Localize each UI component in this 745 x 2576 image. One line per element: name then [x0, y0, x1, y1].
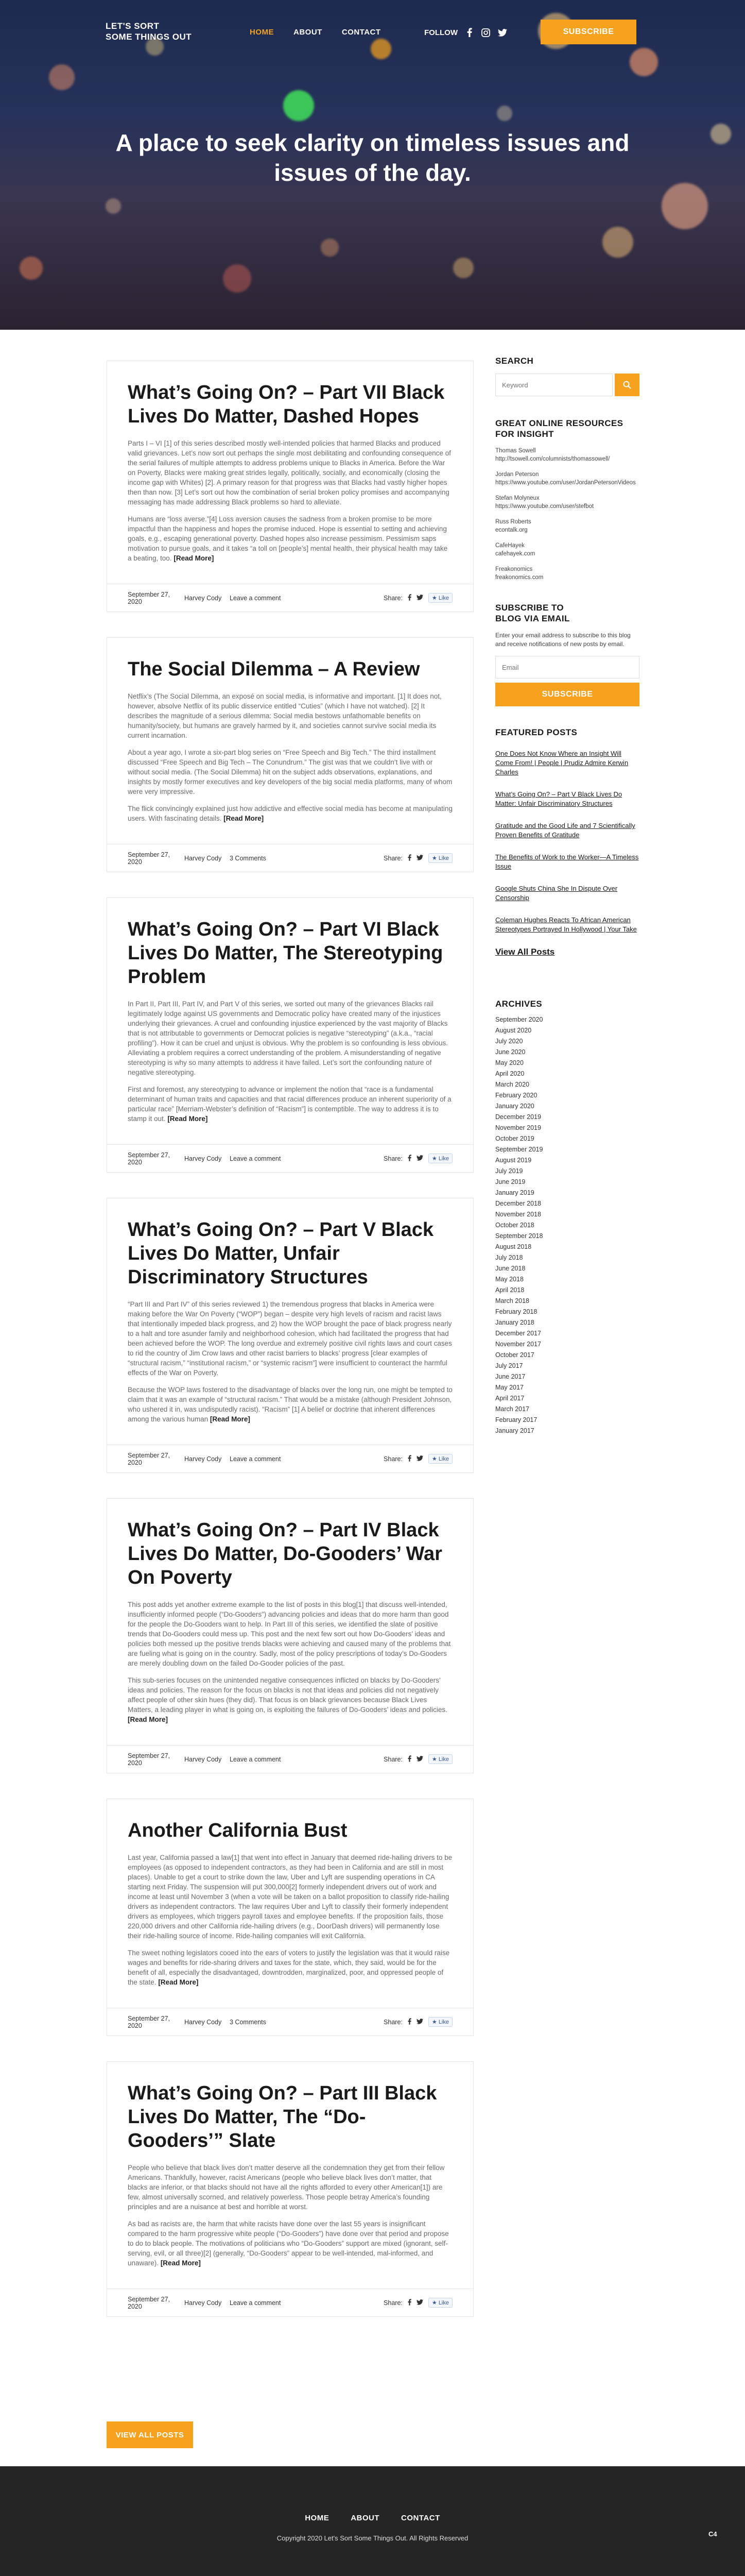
post-author[interactable]: Harvey Cody — [184, 594, 222, 602]
archive-link[interactable]: March 2018 — [495, 1297, 530, 1304]
footer — [0, 2466, 745, 2576]
post-excerpt-paragraph: “Part III and Part IV” of this series reviewed 1) the tremendous progress that blacks in America were making before the War On Poverty (“WOP”) began – despite very high levels of racism and racist laws that intentionally impeded black progress, and 2) how the WOP brought the pace of black progress nearly to a halt and tore asunder family and neighborhood cohesion, which had facilitated the progress that had been achieved before the WOP. The long overdue and extremely positive civil rights laws and court cases to rid the country of Jim Crow laws and other racist barriers to blacks’ progress [clear examples of “structural racism,” “institutional racism,” or “systemic racism”] were insufficient to counteract the harmful effects of the War on Poverty. — [128, 1300, 452, 1377]
post-meta — [107, 2289, 473, 2316]
like-button[interactable]: ★ Like — [428, 1454, 453, 1464]
like-icon: ★ — [431, 855, 439, 861]
resource-name: Stefan Molyneux — [495, 495, 540, 501]
archive-link[interactable]: September 2018 — [495, 1232, 543, 1240]
search-form — [495, 374, 639, 396]
post-meta — [107, 844, 473, 872]
hero-title: A place to seek clarity on timeless issues and issues of the day. — [115, 129, 630, 186]
bokeh-light — [106, 198, 121, 214]
footer-nav-about[interactable]: ABOUT — [351, 2514, 380, 2522]
twitter-icon[interactable] — [498, 28, 507, 37]
like-icon: ★ — [431, 2019, 439, 2025]
post-comments-link[interactable]: Leave a comment — [230, 1455, 281, 1463]
resource-name: Russ Roberts — [495, 519, 531, 525]
like-icon: ★ — [431, 595, 439, 601]
post-title[interactable]: What’s Going On? – Part V Black Lives Do Matter, Unfair Discriminatory Structures — [128, 1219, 434, 1288]
bokeh-light — [662, 183, 708, 229]
resource-url: econtalk.org — [495, 527, 528, 533]
post-excerpt-paragraph: Humans are “loss averse.”[4] Loss aversion causes the sadness from a broken promise to be more impactful than the happiness and hopes the promise induced. Hope is essential to setting and achieving goals, e.g., escaping generational poverty. Dashed hopes also increase pessimism. Pessimism saps motivation to pursue goals, and it takes “a toll on [people’s] mental health, their physical health may take a beating, too. [Read More] — [128, 515, 448, 562]
follow-label: FOLLOW — [424, 28, 458, 37]
like-button[interactable]: ★ Like — [428, 1154, 453, 1163]
bokeh-light — [223, 264, 251, 293]
post-excerpt — [128, 691, 453, 823]
post-card — [107, 637, 474, 872]
post-excerpt — [128, 999, 453, 1124]
hero-banner — [0, 0, 745, 330]
facebook-icon[interactable] — [465, 28, 474, 37]
bokeh-light — [711, 124, 731, 144]
post-title[interactable]: The Social Dilemma – A Review — [128, 658, 420, 680]
featured-post-link[interactable]: One Does Not Know Where an Insight Will Come From! | People | Prudiz Admire Kerwin Charles — [495, 750, 629, 776]
archive-link[interactable]: July 2017 — [495, 1362, 523, 1369]
resource-url: https://www.youtube.com/user/JordanPetersonVideos — [495, 480, 636, 486]
facebook-share-icon[interactable] — [408, 1155, 411, 1163]
search-icon — [623, 381, 631, 389]
post-author[interactable]: Harvey Cody — [184, 1155, 222, 1162]
featured-post-link[interactable]: What’s Going On? – Part V Black Lives Do Matter: Unfair Discriminatory Structures — [495, 790, 622, 807]
share-label: Share: — [384, 854, 403, 862]
featured-posts-list — [495, 749, 639, 934]
bokeh-light — [283, 90, 314, 121]
resource-item[interactable] — [495, 565, 639, 582]
like-button[interactable]: ★ Like — [428, 2298, 453, 2308]
archive-link[interactable]: July 2019 — [495, 1167, 523, 1175]
twitter-share-icon[interactable] — [417, 2018, 423, 2026]
like-button[interactable]: ★ Like — [428, 1754, 453, 1764]
email-field[interactable] — [495, 656, 639, 679]
share-label: Share: — [384, 1155, 403, 1162]
subscribe-widget-title: SUBSCRIBE TO BLOG VIA EMAIL — [495, 603, 570, 623]
footer-nav-contact[interactable]: CONTACT — [401, 2514, 440, 2522]
post-excerpt — [128, 2163, 453, 2268]
twitter-share-icon[interactable] — [417, 594, 423, 602]
post-card — [107, 2061, 474, 2317]
sidebar — [495, 355, 639, 1436]
archive-link[interactable]: April 2018 — [495, 1286, 525, 1294]
post-date[interactable]: September 27, 2020 — [128, 1752, 170, 1767]
archive-link[interactable]: May 2018 — [495, 1276, 524, 1283]
view-all-posts-button[interactable]: VIEW ALL POSTS — [107, 2421, 193, 2448]
read-more-link[interactable]: [Read More] — [223, 815, 264, 822]
resource-item[interactable] — [495, 541, 639, 558]
post-title[interactable]: What’s Going On? – Part III Black Lives Do Matter, The “Do-Gooders’” Slate — [128, 2082, 437, 2151]
share-area — [384, 1754, 453, 1764]
subscribe-description: Enter your email address to subscribe to this blog and receive notifications of new posts by email. — [495, 632, 631, 648]
post-date[interactable]: September 27, 2020 — [128, 590, 170, 605]
resource-name: Freakonomics — [495, 566, 533, 572]
like-button[interactable]: ★ Like — [428, 593, 453, 603]
facebook-share-icon[interactable] — [408, 2018, 411, 2026]
post-author[interactable]: Harvey Cody — [184, 1455, 222, 1463]
search-widget-title: SEARCH — [495, 356, 534, 366]
subscribe-button[interactable]: SUBSCRIBE — [541, 20, 636, 44]
read-more-link[interactable]: [Read More] — [210, 1415, 250, 1423]
post-excerpt — [128, 1853, 453, 1987]
bokeh-light — [453, 258, 474, 278]
post-date[interactable]: September 27, 2020 — [128, 1151, 170, 1166]
archive-link[interactable]: November 2018 — [495, 1211, 541, 1218]
footer-nav — [0, 2514, 745, 2522]
post-title[interactable]: What’s Going On? – Part VI Black Lives Do Matter, The Stereotyping Problem — [128, 919, 443, 988]
share-area — [384, 1454, 453, 1464]
post-excerpt-paragraph: About a year ago, I wrote a six-part blog series on “Free Speech and Big Tech.” The third installment discussed “Free Speech and Big Tech – The Conundrum.” The gist was that we couldn’t live with or without social media. (The Social Dilemma) hit on the subject adds observations, explanations, and insights by mostly former executives and key developers of the big social media platforms, many of whom were very impressive. — [128, 749, 453, 795]
archive-link[interactable]: September 2020 — [495, 1016, 543, 1023]
featured-post-link[interactable]: Gratitude and the Good Life and 7 Scientifically Proven Benefits of Gratitude — [495, 822, 635, 839]
post-title[interactable]: What’s Going On? – Part IV Black Lives Do Matter, Do-Gooders’ War On Poverty — [128, 1519, 442, 1588]
logo-line-2: SOME THINGS OUT — [106, 32, 192, 42]
footer-nav-home[interactable]: HOME — [305, 2514, 330, 2522]
archive-link[interactable]: December 2017 — [495, 1330, 541, 1337]
post-excerpt-paragraph: As bad as racists are, the harm that white racists have done over the last 55 years is insignificant compared to the harm progressive white people (“Do-Gooders”) have done over that period and propose to do to black people. The motivations of politicians who “Do-Gooders” support are mixed (ignorant, self-serving, evil, or all three)[2] (generally, “Do-Gooders” appear to be well-intended, mal-informed, and unaware). [Read More] — [128, 2220, 449, 2267]
share-area — [384, 2017, 453, 2027]
search-button[interactable] — [615, 374, 639, 396]
resource-item[interactable] — [495, 518, 639, 534]
archive-link[interactable]: August 2019 — [495, 1157, 532, 1164]
bokeh-light — [371, 39, 391, 59]
like-button[interactable]: ★ Like — [428, 2017, 453, 2027]
archive-link[interactable]: February 2017 — [495, 1416, 538, 1423]
main-nav — [250, 28, 381, 37]
resource-item[interactable] — [495, 447, 639, 463]
post-meta — [107, 1745, 473, 1773]
read-more-link[interactable]: [Read More] — [160, 2259, 201, 2267]
resource-name: Thomas Sowell — [495, 448, 536, 454]
post-meta — [107, 1144, 473, 1172]
archive-link[interactable]: January 2019 — [495, 1189, 534, 1196]
archive-link[interactable]: December 2019 — [495, 1113, 541, 1121]
site-logo[interactable] — [106, 21, 192, 42]
archives-list — [495, 1014, 639, 1436]
post-comments-link[interactable]: 3 Comments — [230, 854, 266, 862]
facebook-share-icon[interactable] — [408, 594, 411, 602]
post-author[interactable]: Harvey Cody — [184, 1755, 222, 1763]
copyright-text: Copyright 2020 Let's Sort Some Things Out. All Rights Reserved — [276, 2534, 469, 2542]
post-excerpt-paragraph: Because the WOP laws fostered to the disadvantage of blacks over the long run, one might be tempted to claim that it was an example of “structural racism.” That would be a mistake (although President Johnson, who ushered it in, was undisputedly racist). “Racism” [1] A belief or doctrine that inherent differences among the various human [Read More] — [128, 1386, 453, 1423]
archive-link[interactable]: January 2017 — [495, 1427, 534, 1434]
resource-name: Jordan Peterson — [495, 471, 539, 478]
share-label: Share: — [384, 1455, 403, 1463]
post-meta — [107, 1445, 473, 1472]
post-card — [107, 897, 474, 1173]
archive-link[interactable]: January 2018 — [495, 1319, 534, 1326]
share-area — [384, 1154, 453, 1163]
post-date[interactable]: September 27, 2020 — [128, 1451, 170, 1466]
archive-link[interactable]: August 2020 — [495, 1027, 532, 1034]
like-icon: ★ — [431, 2300, 439, 2306]
like-icon: ★ — [431, 1156, 439, 1162]
resources-widget-title: GREAT ONLINE RESOURCES FOR INSIGHT — [495, 418, 623, 439]
view-all-featured-link[interactable]: View All Posts — [495, 947, 555, 957]
read-more-link[interactable]: [Read More] — [167, 1115, 208, 1123]
post-meta — [107, 584, 473, 612]
post-comments-link[interactable]: Leave a comment — [230, 1155, 281, 1162]
subscribe-email-button[interactable]: SUBSCRIBE — [495, 683, 639, 706]
archive-link[interactable]: February 2018 — [495, 1308, 538, 1315]
like-button[interactable]: ★ Like — [428, 853, 453, 863]
archive-link[interactable]: January 2020 — [495, 1103, 534, 1110]
read-more-link[interactable]: [Read More] — [128, 1716, 168, 1723]
facebook-share-icon[interactable] — [408, 1755, 411, 1764]
post-excerpt-paragraph: People who believe that black lives don’t matter deserve all the condemnation they get from their fellow Americans. Thankfully, however, racist Americans (people who believe black lives don’t matter, that blacks are inferior, or that blacks should not have all the rights afforded to every other American[1]) are few, almost universally scorned, and relatively powerless. Those people betray America’s founding principles and are a nuisance at best and horrible at worst. — [128, 2164, 445, 2211]
search-input[interactable] — [495, 374, 613, 396]
post-card — [107, 1198, 474, 1473]
post-date[interactable]: September 27, 2020 — [128, 2014, 170, 2029]
share-area — [384, 593, 453, 603]
logo-line-1: LET'S SORT — [106, 21, 160, 31]
archive-link[interactable]: October 2019 — [495, 1135, 534, 1142]
archive-link[interactable]: August 2018 — [495, 1243, 532, 1250]
post-comments-link[interactable]: 3 Comments — [230, 2018, 266, 2026]
twitter-share-icon[interactable] — [417, 1155, 423, 1162]
share-area — [384, 2298, 453, 2308]
archive-link[interactable]: July 2020 — [495, 1038, 523, 1045]
post-excerpt-paragraph: The flick convincingly explained just how addictive and effective social media has become at manipulating users. With fascinating details. [Read More] — [128, 805, 453, 822]
archive-link[interactable]: March 2020 — [495, 1081, 530, 1088]
post-card — [107, 361, 474, 612]
archive-link[interactable]: October 2018 — [495, 1222, 534, 1229]
post-meta — [107, 2008, 473, 2036]
archive-link[interactable]: September 2019 — [495, 1146, 543, 1153]
share-label: Share: — [384, 594, 403, 602]
twitter-share-icon[interactable] — [417, 2299, 423, 2307]
share-label: Share: — [384, 2299, 403, 2307]
read-more-link[interactable]: [Read More] — [158, 1978, 199, 1986]
read-more-link[interactable]: [Read More] — [174, 554, 214, 562]
featured-post-link[interactable]: The Benefits of Work to the Worker—A Timeless Issue — [495, 853, 639, 870]
archive-link[interactable]: April 2020 — [495, 1070, 525, 1077]
post-excerpt-paragraph: This sub-series focuses on the unintended negative consequences inflicted on blacks by Do-Gooders’ ideas and policies. The reason for the focus on blacks is not that ideas and policies did not negatively affect people of other skin hues (they did). That focus is on black grievances because Black Lives Matters, a leading player in what is going on, is exploiting the failures of Do-Gooders’ ideas and policies. [Read More] — [128, 1676, 447, 1723]
post-excerpt — [128, 1299, 453, 1424]
bokeh-light — [497, 106, 512, 121]
archive-link[interactable]: April 2017 — [495, 1395, 525, 1402]
resource-url: http://tsowell.com/columnists/thomassowell/ — [495, 456, 610, 462]
post-title[interactable]: What’s Going On? – Part VII Black Lives Do Matter, Dashed Hopes — [128, 382, 445, 427]
post-comments-link[interactable]: Leave a comment — [230, 594, 281, 602]
twitter-share-icon[interactable] — [417, 1755, 423, 1763]
post-excerpt-paragraph: In Part II, Part III, Part IV, and Part V of this series, we sorted out many of the grievances Blacks rail legitimately lodge against US governments and Democratic policy have created many of the injustices underlying their grievances. A cruel and confounding injustice experienced by the vast majority of Blacks that is not attributable to governments or Democrat policies is negative “stereotyping” (a.k.a., “racial profiling”). How it can be cruel and unjust is obvious. Why the problem is so confounding is less obvious. Alleviating a problem requires a correct understanding of the problem. A misunderstanding of negative stereotyping is why so many attempts to address it have failed. Let’s sort the confounding nature of negative stereotyping. — [128, 1000, 448, 1076]
resource-item[interactable] — [495, 494, 639, 511]
post-comments-link[interactable]: Leave a comment — [230, 1755, 281, 1763]
archive-link[interactable]: May 2020 — [495, 1059, 524, 1066]
featured-post-link[interactable]: Coleman Hughes Reacts To African American Stereotypes Portrayed In Hollywood | Your Take — [495, 916, 637, 933]
archive-link[interactable]: June 2018 — [495, 1265, 526, 1272]
resources-list — [495, 447, 639, 582]
facebook-share-icon[interactable] — [408, 854, 411, 862]
instagram-icon[interactable] — [481, 28, 491, 37]
bokeh-light — [49, 64, 75, 90]
bokeh-light — [20, 257, 43, 280]
post-excerpt — [128, 1600, 453, 1724]
twitter-share-icon[interactable] — [417, 854, 423, 862]
nav-home[interactable]: HOME — [250, 28, 274, 37]
bokeh-light — [321, 239, 339, 257]
post-date[interactable]: September 27, 2020 — [128, 851, 170, 866]
like-icon: ★ — [431, 1756, 439, 1762]
archive-link[interactable]: July 2018 — [495, 1254, 523, 1261]
post-excerpt-paragraph: Netflix’s (The Social Dilemma, an exposé on social media, is informative and important. [1] It does not, however, absolve Netflix of its public disservice entitled “Cuties” (which I have not watched). [2] It describes the magnitude of a serious dilemma: Social media bestows unfathomable benefits on humanity/society, but humans are gravely harmed by it, and societies cannot survive social media its current incarnation. — [128, 692, 442, 739]
archive-link[interactable]: June 2017 — [495, 1373, 526, 1380]
post-excerpt-paragraph: First and foremost, any stereotyping to advance or implement the notion that “race is a fundamental determinant of human traits and capacities and that racial differences produce an inherent superiority of a particular race” [Merriam-Webster’s definition of “Racism”] is contemptible. The way to address it is to stamp it out. [Read More] — [128, 1086, 452, 1123]
post-excerpt-paragraph: The sweet nothing legislators cooed into the ears of voters to justify the legislation was that it would raise wages and benefits for ride-sharing drivers and taxes for the state, which, they said, would be for the benefit of all, especially the disadvantaged, downtrodden, marginalized, poor, and oppressed people of the state. [Read More] — [128, 1949, 450, 1986]
resource-name: CafeHayek — [495, 543, 525, 549]
bokeh-light — [602, 227, 633, 258]
bokeh-light — [630, 48, 658, 76]
facebook-share-icon[interactable] — [408, 2299, 411, 2307]
archive-link[interactable]: June 2019 — [495, 1178, 526, 1185]
like-icon: ★ — [431, 1456, 439, 1462]
nav-contact[interactable]: CONTACT — [341, 28, 381, 37]
archive-link[interactable]: November 2019 — [495, 1124, 541, 1131]
post-excerpt-paragraph: Parts I – VI [1] of this series described mostly well-intended policies that harmed Blacks and produced valid grievances. Let’s now sort out perhaps the single most debilitating and confounding consequence of the serial failures of multiple attempts to address problems unique to Blacks in America. Before the War on Poverty, Blacks were making great strides legally, politically, socially, and economically (closing the income gap with Whites) [2]. A primary reason for that progress was that Blacks had vastly higher hopes then than now. [3] Let’s sort out how the combination of serial broken policy promises and accompanying messaging has made addressing Black problems so hard to alleviate. — [128, 439, 451, 506]
resource-url: cafehayek.com — [495, 551, 535, 557]
archive-link[interactable]: May 2017 — [495, 1384, 524, 1391]
post-card — [107, 1799, 474, 2036]
post-author[interactable]: Harvey Cody — [184, 2018, 222, 2026]
archive-link[interactable]: February 2020 — [495, 1092, 538, 1099]
resource-url: freakonomics.com — [495, 574, 544, 581]
featured-post-link[interactable]: Google Shuts China She In Dispute Over Censorship — [495, 885, 618, 902]
post-excerpt-paragraph: Last year, California passed a law[1] that went into effect in January that deemed ride-hailing drivers to be employees (as opposed to independent contractors, as they had been in California and are still in most places). Unable to get a court to strike down the law, Uber and Lyft are suspending operations in CA starting next Friday. The suspension will put 300,000[2] formerly independent drivers out of work and income at least until November 3 (when a vote will be taken on a ballot proposition to classify ride-hailing drivers as independent contractors. The law requires Uber and Lyft to classify their formerly independent drivers as employees, which triggers payroll taxes and employee benefits. If the proposition fails, those 220,000 drivers and other California ride-hailing drivers (e.g., DoorDash drivers) will permanently lose their ride-hailing source of income. Ride-hailing companies will exit California. — [128, 1854, 453, 1940]
follow-area — [424, 28, 507, 37]
archive-link[interactable]: June 2020 — [495, 1048, 526, 1056]
resource-item[interactable] — [495, 470, 639, 487]
facebook-share-icon[interactable] — [408, 1455, 411, 1463]
twitter-share-icon[interactable] — [417, 1455, 423, 1463]
post-author[interactable]: Harvey Cody — [184, 2299, 222, 2307]
share-area — [384, 853, 453, 863]
share-label: Share: — [384, 2018, 403, 2026]
resource-url: https://www.youtube.com/user/stefbot — [495, 503, 594, 510]
post-date[interactable]: September 27, 2020 — [128, 2295, 170, 2310]
archive-link[interactable]: November 2017 — [495, 1341, 541, 1348]
archive-link[interactable]: March 2017 — [495, 1405, 530, 1413]
post-author[interactable]: Harvey Cody — [184, 854, 222, 862]
post-card — [107, 1498, 474, 1773]
post-excerpt — [128, 438, 453, 563]
post-excerpt-paragraph: This post adds yet another extreme example to the list of posts in this blog[1] that discuss well-intended, insufficiently informed people (“Do-Gooders”) advancing policies and ideas that do more harm than good for the people the Do-Gooders want to help. In Part III of this series, we identified the slate of positive trends that Do-Gooders could mess up. This post and the next few sort out how Do-Gooders’ ideas and policies both messed up the positive trends blacks were achieving and caused many of the problems that are fueling what is going on in the country. Sadly, most of the policy prescriptions of today’s Do-Gooders are merely doubling down on the failed Do-Gooder policies of the past. — [128, 1601, 451, 1667]
archives-widget-title: ARCHIVES — [495, 999, 543, 1009]
archive-link[interactable]: December 2018 — [495, 1200, 541, 1207]
posts-list — [107, 361, 474, 2342]
archive-link[interactable]: October 2017 — [495, 1351, 534, 1359]
nav-about[interactable]: ABOUT — [293, 28, 322, 37]
post-title[interactable]: Another California Bust — [128, 1820, 348, 1841]
share-label: Share: — [384, 1755, 403, 1763]
post-comments-link[interactable]: Leave a comment — [230, 2299, 281, 2307]
featured-widget-title: FEATURED POSTS — [495, 727, 578, 737]
footer-badge: C4 — [708, 2530, 717, 2538]
